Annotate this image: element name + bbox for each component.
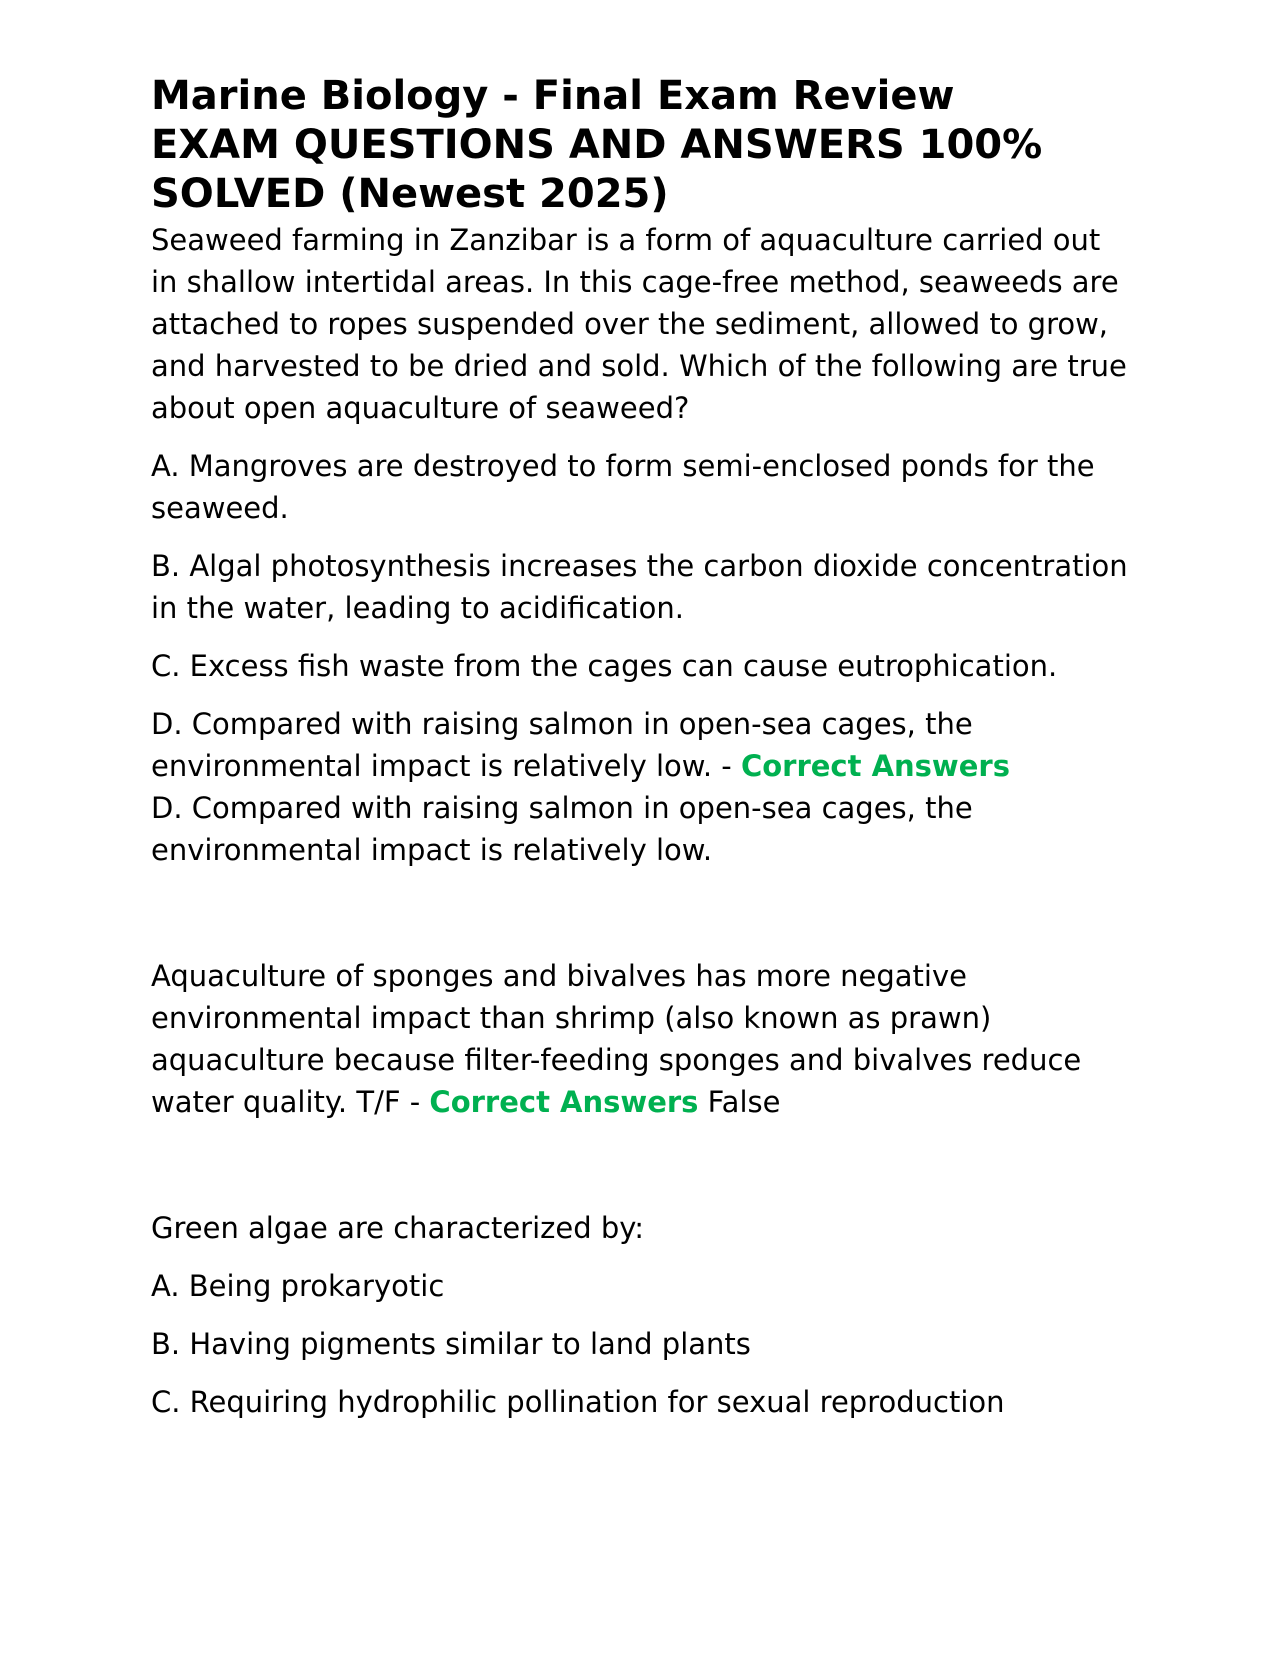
- option-d-text: D. Compared with raising salmon in open-sea cages, the environmental impact is relatively low. -: [151, 707, 973, 783]
- title-line: EXAM QUESTIONS AND ANSWERS 100%: [151, 122, 1043, 168]
- question-3-option-a: A. Being prokaryotic: [151, 1269, 445, 1303]
- question-2-stem: Aquaculture of sponges and bivalves has more negative environmental impact than shrimp (also known as prawn) aquaculture because filter-feeding sponges and bivalves reduce water quality. T/F -: [151, 959, 1082, 1119]
- question-2: [151, 955, 1131, 1123]
- correct-answers-label: Correct Answers: [429, 1085, 699, 1119]
- question-1-option-d: [151, 703, 1131, 871]
- correct-answers-label: Correct Answers: [740, 749, 1010, 783]
- title-line: SOLVED (Newest 2025): [151, 171, 669, 217]
- question-1-option-c: C. Excess fish waste from the cages can cause eutrophication.: [151, 649, 1058, 683]
- question-1-option-a: A. Mangroves are destroyed to form semi-enclosed ponds for the seaweed.: [151, 449, 1095, 525]
- question-2-answer: False: [707, 1085, 781, 1119]
- question-1-answer: D. Compared with raising salmon in open-sea cages, the environmental impact is relatively low.: [151, 791, 973, 867]
- question-3-stem: Green algae are characterized by:: [151, 1211, 645, 1245]
- question-3-option-b: B. Having pigments similar to land plants: [151, 1327, 751, 1361]
- title-line: Marine Biology - Final Exam Review: [151, 73, 955, 119]
- question-1-option-b: B. Algal photosynthesis increases the carbon dioxide concentration in the water, leading to acidification.: [151, 549, 1128, 625]
- document-title: [151, 72, 1131, 219]
- document-page: [151, 72, 1131, 1423]
- question-3-option-c: C. Requiring hydrophilic pollination for sexual reproduction: [151, 1385, 1005, 1419]
- question-1-stem: Seaweed farming in Zanzibar is a form of aquaculture carried out in shallow intertidal areas. In this cage-free method, seaweeds are attached to ropes suspended over the sediment, allowed to grow, and harvested to be dried and sold. Which of the following are true about open aquaculture of seaweed?: [151, 223, 1127, 425]
